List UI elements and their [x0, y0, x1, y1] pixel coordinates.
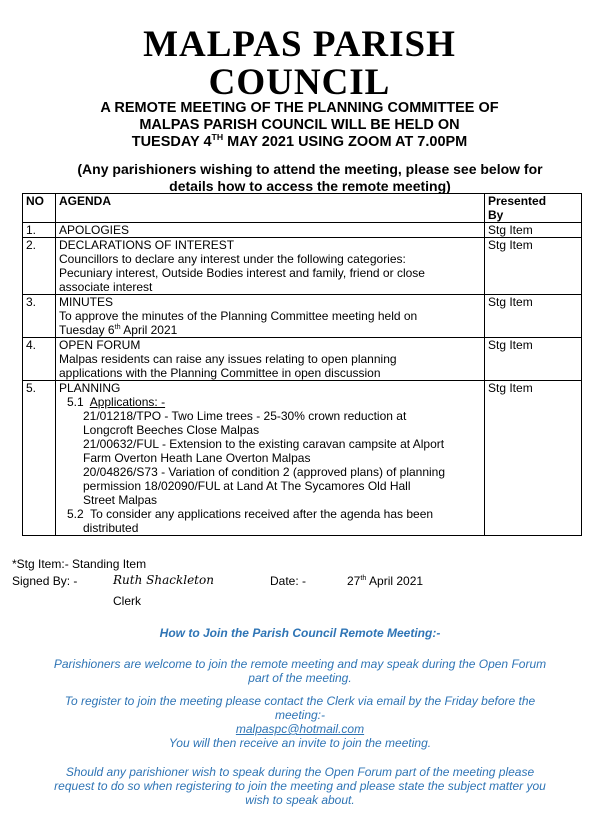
signed-date-post: April 2021 [366, 574, 424, 588]
application-line: 20/04826/S73 - Variation of condition 2 (approved plans) of planning [83, 465, 446, 479]
clerk-title: Clerk [113, 594, 142, 608]
header-presented-line1: Presented [488, 194, 547, 208]
header-presented-line2: By [488, 208, 504, 222]
row-presented: Stg Item [485, 223, 582, 238]
access-note-line1: (Any parishioners wishing to attend the meeting, please see below for [77, 161, 543, 177]
access-note-line2: details how to access the remote meeting) [169, 178, 451, 194]
subitem-5-1 [59, 395, 481, 409]
row-title: PLANNING [59, 381, 121, 395]
table-row [23, 295, 582, 338]
row-agenda [56, 381, 485, 536]
join-p1-line2: part of the meeting. [248, 671, 352, 685]
table-row [23, 223, 582, 238]
clerk-signature: Ruth Shackleton [113, 573, 214, 587]
row-agenda [56, 295, 485, 338]
application-line: Street Malpas [83, 493, 158, 507]
join-paragraph-2 [25, 694, 575, 750]
row-no: 1. [23, 223, 56, 238]
signed-date [347, 574, 423, 588]
row-body [59, 323, 481, 337]
row-no: 3. [23, 295, 56, 338]
table-row [23, 381, 582, 536]
table-row [23, 338, 582, 381]
date-label: Date: - [270, 574, 307, 588]
subtitle-line2: MALPAS PARISH COUNCIL WILL BE HELD ON [139, 117, 460, 133]
row-presented: Stg Item [485, 295, 582, 338]
subitem-text-cont: distributed [83, 521, 139, 535]
join-p4-line2: request to do so when registering to join the meeting and please state the subject matter you [54, 779, 546, 793]
agenda-table [22, 193, 582, 536]
signed-date-sup: th [360, 573, 367, 582]
row-body: Pecuniary interest, Outside Bodies interest and family, friend or close [59, 266, 425, 280]
header-agenda: AGENDA [56, 194, 485, 223]
join-p4-line1: Should any parishioner wish to speak during the Open Forum part of the meeting please [65, 765, 535, 779]
subtitle-line1: A REMOTE MEETING OF THE PLANNING COMMITTEE OF [100, 100, 499, 116]
join-p1-line1: Parishioners are welcome to join the remote meeting and may speak during the Open Forum [53, 657, 547, 671]
subitem-number: 5.2 [67, 507, 84, 521]
join-p3: You will then receive an invite to join the meeting. [168, 736, 432, 750]
signed-date-pre: 27 [347, 574, 361, 588]
header-no: NO [23, 194, 56, 223]
join-heading: How to Join the Parish Council Remote Meeting:- [159, 626, 441, 640]
row-body-sup: th [114, 322, 121, 331]
row-body-pre: Tuesday 6 [59, 323, 115, 337]
subitem-number: 5.1 [67, 395, 84, 409]
subitem-text: To consider any applications received after the agenda has been [90, 507, 434, 521]
join-p2-line1: To register to join the meeting please contact the Clerk via email by the Friday before the [64, 694, 536, 708]
row-body: Councillors to declare any interest under the following categories: [59, 252, 406, 266]
row-agenda [56, 238, 485, 295]
row-presented: Stg Item [485, 338, 582, 381]
row-title: MINUTES [59, 295, 113, 309]
subtitle-line3-post: MAY 2021 USING ZOOM AT 7.00PM [223, 134, 468, 150]
join-paragraph-4 [25, 765, 575, 807]
application-line: Longcroft Beeches Close Malpas [83, 423, 260, 437]
row-no: 4. [23, 338, 56, 381]
application-line: Farm Overton Heath Lane Overton Malpas [83, 451, 311, 465]
row-presented: Stg Item [485, 238, 582, 295]
row-body: Malpas residents can raise any issues relating to open planning [59, 352, 397, 366]
row-no: 2. [23, 238, 56, 295]
row-body: applications with the Planning Committee in open discussion [59, 366, 381, 380]
table-header-row [23, 194, 582, 223]
subtitle-line3 [0, 134, 599, 151]
row-title: APOLOGIES [59, 223, 130, 237]
join-paragraph-1 [25, 657, 575, 685]
row-body-post: April 2021 [120, 323, 178, 337]
clerk-email-link[interactable]: malpaspc@hotmail.com [235, 722, 365, 736]
access-note [40, 161, 580, 195]
signed-by-label: Signed By: - [12, 574, 78, 588]
subitem-5-2 [59, 507, 481, 521]
council-title-line2: COUNCIL [208, 62, 391, 103]
row-no: 5. [23, 381, 56, 536]
join-p2-line2: meeting:- [274, 708, 326, 722]
join-p4-line3: wish to speak about. [245, 793, 355, 807]
standing-item-note: *Stg Item:- Standing Item [12, 557, 147, 571]
application-line: 21/01218/TPO - Two Lime trees - 25-30% crown reduction at [83, 409, 407, 423]
row-agenda [56, 223, 485, 238]
row-title: OPEN FORUM [59, 338, 141, 352]
row-agenda [56, 338, 485, 381]
council-title-line1: MALPAS PARISH [143, 24, 456, 65]
application-line: 21/00632/FUL - Extension to the existing caravan campsite at Alport [83, 437, 445, 451]
subtitle-line3-pre: TUESDAY 4 [131, 134, 212, 150]
row-presented: Stg Item [485, 381, 582, 536]
header-presented [485, 194, 582, 223]
application-line: permission 18/02090/FUL at Land At The Sycamores Old Hall [83, 479, 411, 493]
subtitle-line3-sup: TH [211, 132, 224, 143]
row-body: associate interest [59, 280, 153, 294]
row-title: DECLARATIONS OF INTEREST [59, 238, 235, 252]
row-body: To approve the minutes of the Planning Committee meeting held on [59, 309, 418, 323]
table-row [23, 238, 582, 295]
subitem-label: Applications: - [89, 395, 166, 409]
